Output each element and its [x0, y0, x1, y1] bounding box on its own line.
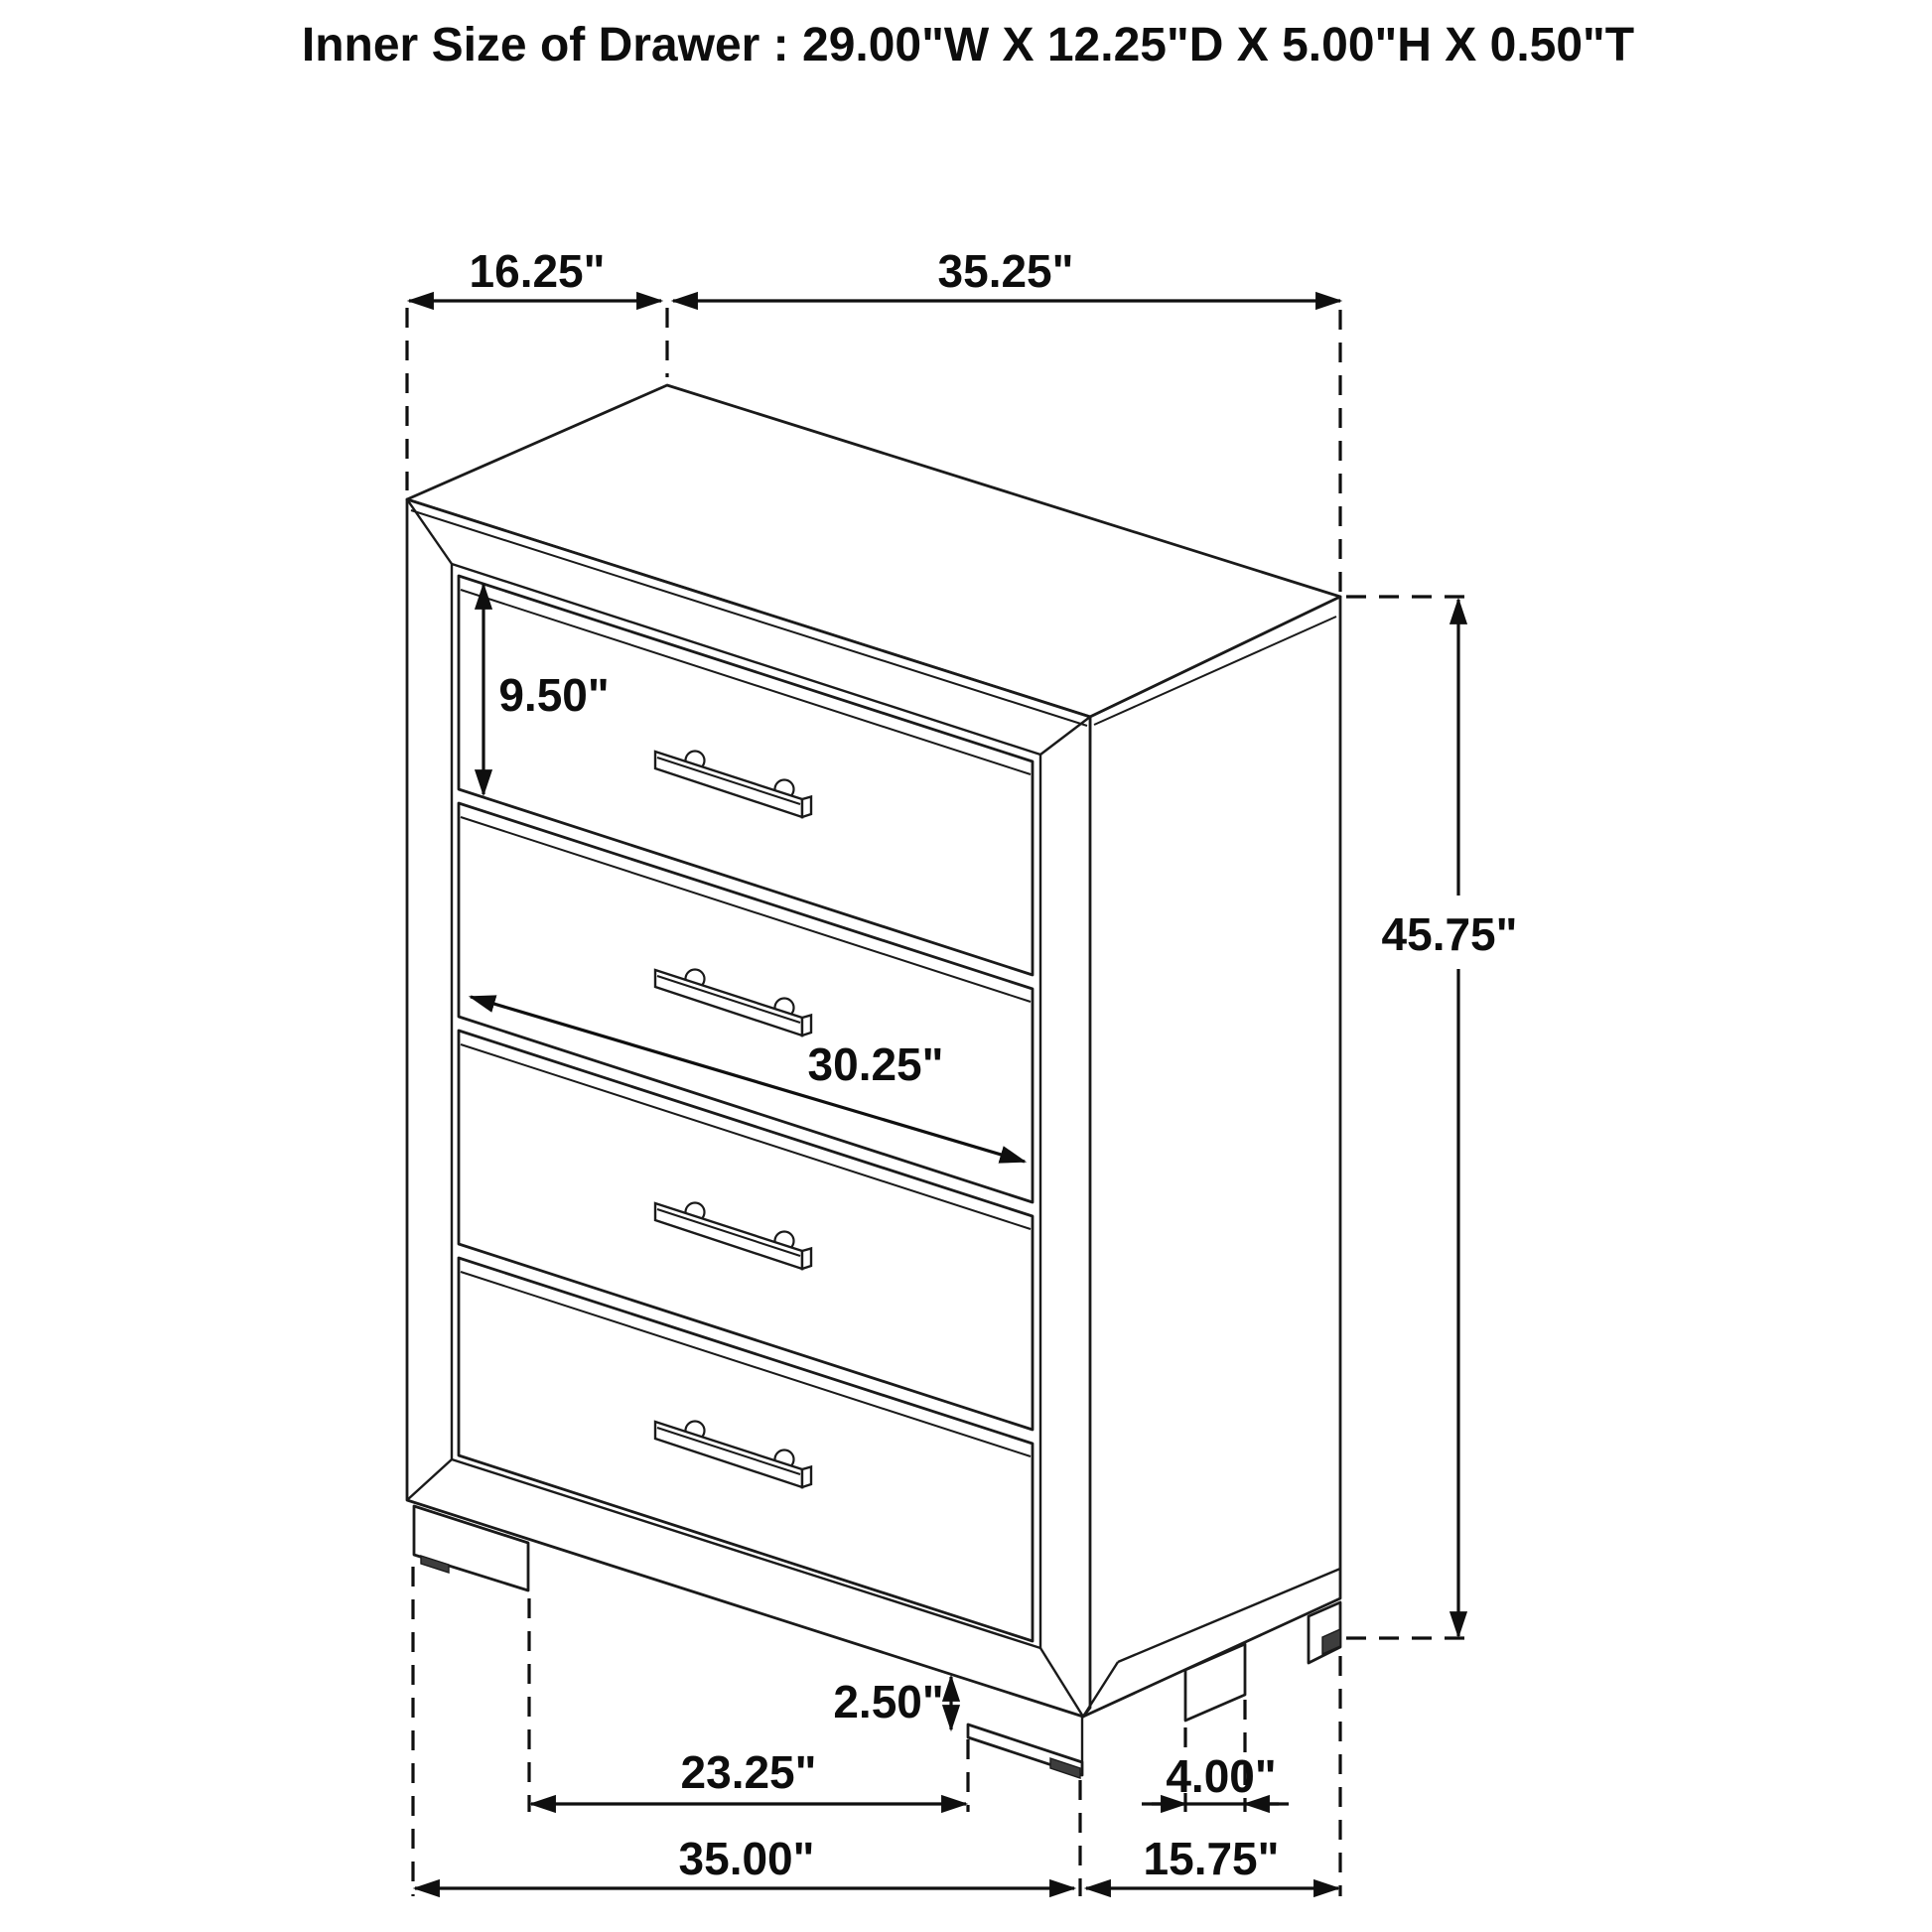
dim-label-top-width: 35.25" [937, 245, 1074, 297]
dim-top-width [673, 245, 1340, 301]
dim-label-base-opening-width: 23.25" [680, 1746, 817, 1798]
dim-label-drawer-front-width: 30.25" [807, 1038, 944, 1090]
dim-label-base-height: 2.50" [833, 1676, 944, 1727]
drawer-fronts [459, 576, 1033, 1641]
dim-label-leg-width: 4.00" [1166, 1750, 1277, 1802]
dim-label-overall-depth: 15.75" [1143, 1833, 1280, 1884]
page-title: Inner Size of Drawer : 29.00"W X 12.25"D X 5.00"H X 0.50"T [301, 19, 1635, 71]
dim-overall-height [1382, 600, 1518, 1636]
dim-label-overall-width: 35.00" [678, 1833, 815, 1884]
dim-top-depth [409, 245, 661, 301]
dim-overall-width [415, 1833, 1074, 1888]
dim-leg-width [1142, 1750, 1289, 1804]
dim-base-opening-width [531, 1746, 966, 1804]
dim-base-height [833, 1676, 951, 1729]
dim-label-top-depth: 16.25" [469, 245, 606, 297]
dim-overall-depth [1086, 1833, 1338, 1888]
chest-side-face [1083, 597, 1340, 1717]
dim-label-overall-height: 45.75" [1381, 908, 1518, 960]
dim-label-top-drawer-height: 9.50" [498, 669, 610, 721]
